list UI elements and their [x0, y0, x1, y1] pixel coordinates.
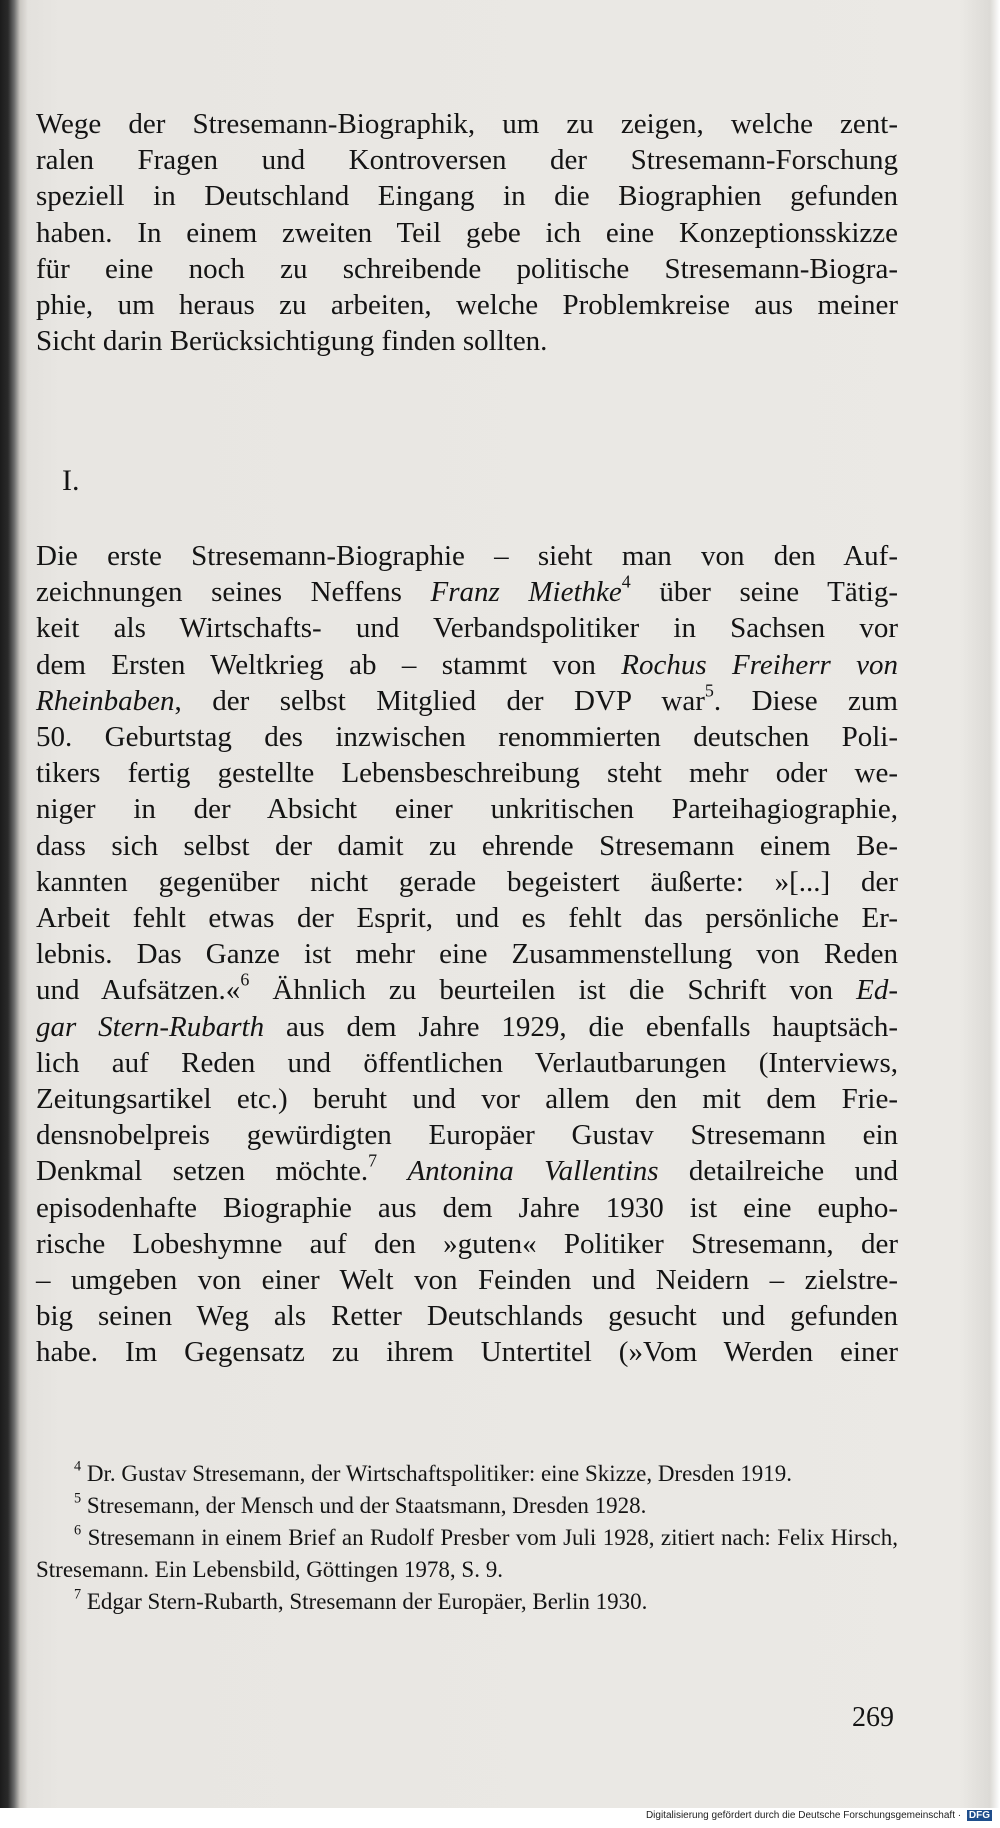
italic-name: Rochus Freiherr von: [621, 648, 898, 681]
footnote-ref: 4: [621, 571, 631, 592]
text-run: detailreiche und: [658, 1155, 898, 1188]
text-run: und Aufsätzen.«: [36, 974, 241, 1007]
text-run: . Diese zum: [713, 684, 898, 717]
text-run: – umgeben von einer Welt von Feinden und Neidern – zielstre-: [36, 1264, 898, 1297]
text-line: [36, 719, 898, 755]
text-line: [36, 1298, 898, 1334]
intro-paragraph: [36, 106, 898, 359]
text-run: Denkmal setzen möchte.: [36, 1155, 369, 1188]
text-run: keit als Wirtschafts- und Verbandspolitiker in Sachsen vor: [36, 612, 898, 645]
footnote-text: Stresemann, der Mensch und der Staatsmann, Dresden 1928.: [86, 1493, 647, 1518]
text-run: habe. Im Gegensatz zu ihrem Untertitel (»Vom Werden einer: [36, 1336, 898, 1369]
footnote-text: Dr. Gustav Stresemann, der Wirtschaftspolitiker: eine Skizze, Dresden 1919.: [86, 1461, 792, 1486]
footnote-ref: 5: [704, 680, 714, 701]
text-run: niger in der Absicht einer unkritischen Parteihagiographie,: [36, 793, 898, 826]
text-line: [36, 1226, 898, 1262]
footnote-ref: 7: [368, 1150, 378, 1171]
text-run: dem Ersten Weltkrieg ab – stammt von: [36, 648, 622, 681]
text-line: [36, 1262, 898, 1298]
footnote: [36, 1522, 898, 1586]
text-run: dass sich selbst der damit zu ehrende Stresemann einem Be-: [36, 829, 898, 862]
main-paragraph: [36, 538, 898, 1371]
text-run: rische Lobeshymne auf den »guten« Politiker Stresemann, der: [36, 1227, 898, 1260]
text-line: [36, 936, 898, 972]
text-line: [36, 1190, 898, 1226]
text-line: [36, 680, 898, 719]
footnote: [36, 1490, 898, 1522]
text-run: Arbeit fehlt etwas der Esprit, und es fehlt das persönliche Er-: [36, 902, 898, 935]
text-line: phie, um heraus zu arbeiten, welche Problemkreise aus meiner: [36, 289, 898, 322]
footnote-number: 6: [74, 1522, 82, 1539]
footnote-number: 5: [74, 1490, 82, 1507]
text-run: big seinen Weg als Retter Deutschlands gesucht und gefunden: [36, 1300, 898, 1333]
text-line: Wege der Stresemann-Biographik, um zu zeigen, welche zent-: [36, 108, 898, 140]
text-line: [36, 900, 898, 936]
italic-name: gar Stern-Rubarth: [36, 1010, 265, 1043]
text-line: [36, 538, 898, 574]
text-run: 50. Geburtstag des inzwischen renommierten deutschen Poli-: [36, 721, 898, 754]
text-line: [36, 647, 898, 683]
digitization-credit: Digitalisierung gefördert durch die Deutsche Forschungsgemeinschaft · DFG: [645, 1810, 990, 1821]
footnote-text: Stresemann in einem Brief an Rudolf Presber vom Juli 1928, zitiert nach: Felix Hirsch, Stresemann. Ein Lebensbild, Göttingen 1978, S. 9.: [36, 1525, 898, 1582]
italic-name: Franz Miethke: [430, 576, 622, 609]
italic-name: Antonina Vallentins: [407, 1155, 659, 1188]
text-line: [36, 1045, 898, 1081]
text-line: [36, 828, 898, 864]
footnote: [36, 1586, 898, 1618]
text-run: zeichnungen seines Neffens: [36, 576, 431, 609]
text-run: , der selbst Mitglied der DVP war: [174, 684, 705, 717]
footnote: [36, 1458, 898, 1490]
text-line: [36, 610, 898, 646]
credit-text: Digitalisierung gefördert durch die Deutsche Forschungsgemeinschaft: [645, 1810, 955, 1821]
italic-name: Ed-: [856, 974, 898, 1007]
text-run: lich auf Reden und öffentlichen Verlautbarungen (Interviews,: [36, 1046, 898, 1079]
text-run: Ähnlich zu beurteilen ist die Schrift von: [249, 974, 857, 1007]
text-run: densnobelpreis gewürdigten Europäer Gustav Stresemann ein: [36, 1119, 898, 1152]
text-line: speziell in Deutschland Eingang in die Biographien gefunden: [36, 180, 898, 213]
text-run: aus dem Jahre 1929, die ebenfalls hauptsäch-: [264, 1010, 898, 1043]
text-line: [36, 571, 898, 610]
text-run: episodenhafte Biographie aus dem Jahre 1930 ist eine eupho-: [36, 1191, 898, 1224]
text-run: über seine Tätig-: [630, 576, 898, 609]
text-run: kannten gegenüber nicht gerade begeistert äußerte: »[...] der: [36, 865, 898, 898]
text-line: [36, 791, 898, 827]
footnote-number: 7: [74, 1586, 82, 1603]
text-line: [36, 1081, 898, 1117]
text-run: Die erste Stresemann-Biographie – sieht man von den Auf-: [36, 540, 898, 572]
text-line: für eine noch zu schreibende politische Stresemann-Biogra-: [36, 252, 898, 285]
text-line: [36, 1117, 898, 1153]
footnote-text: Edgar Stern-Rubarth, Stresemann der Europäer, Berlin 1930.: [86, 1589, 648, 1614]
text-line: [36, 1150, 898, 1189]
page-number: 269: [852, 1702, 894, 1733]
text-run: Zeitungsartikel etc.) beruht und vor allem den mit dem Frie-: [36, 1083, 898, 1116]
footnotes: [36, 1458, 898, 1618]
dfg-logo-icon: DFG: [968, 1810, 990, 1821]
footnote-number: 4: [74, 1458, 82, 1475]
text-line: ralen Fragen und Kontroversen der Stresemann-Forschung: [36, 144, 898, 177]
text-line: haben. In einem zweiten Teil gebe ich eine Konzeptionsskizze: [36, 216, 898, 249]
text-line: [36, 755, 898, 791]
italic-name: Rheinbaben: [36, 684, 175, 717]
text-line: [36, 1334, 898, 1370]
section-heading: I.: [62, 464, 80, 497]
text-run: lebnis. Das Ganze ist mehr eine Zusammenstellung von Reden: [36, 938, 898, 971]
text-run: [377, 1155, 407, 1187]
text-line: [36, 864, 898, 900]
text-line: [36, 1009, 898, 1045]
footnote-ref: 6: [240, 969, 250, 990]
text-line: Sicht darin Berücksichtigung finden sollten.: [36, 325, 548, 358]
text-line: [36, 969, 898, 1008]
text-run: tikers fertig gestellte Lebensbeschreibung steht mehr oder we-: [36, 757, 898, 790]
